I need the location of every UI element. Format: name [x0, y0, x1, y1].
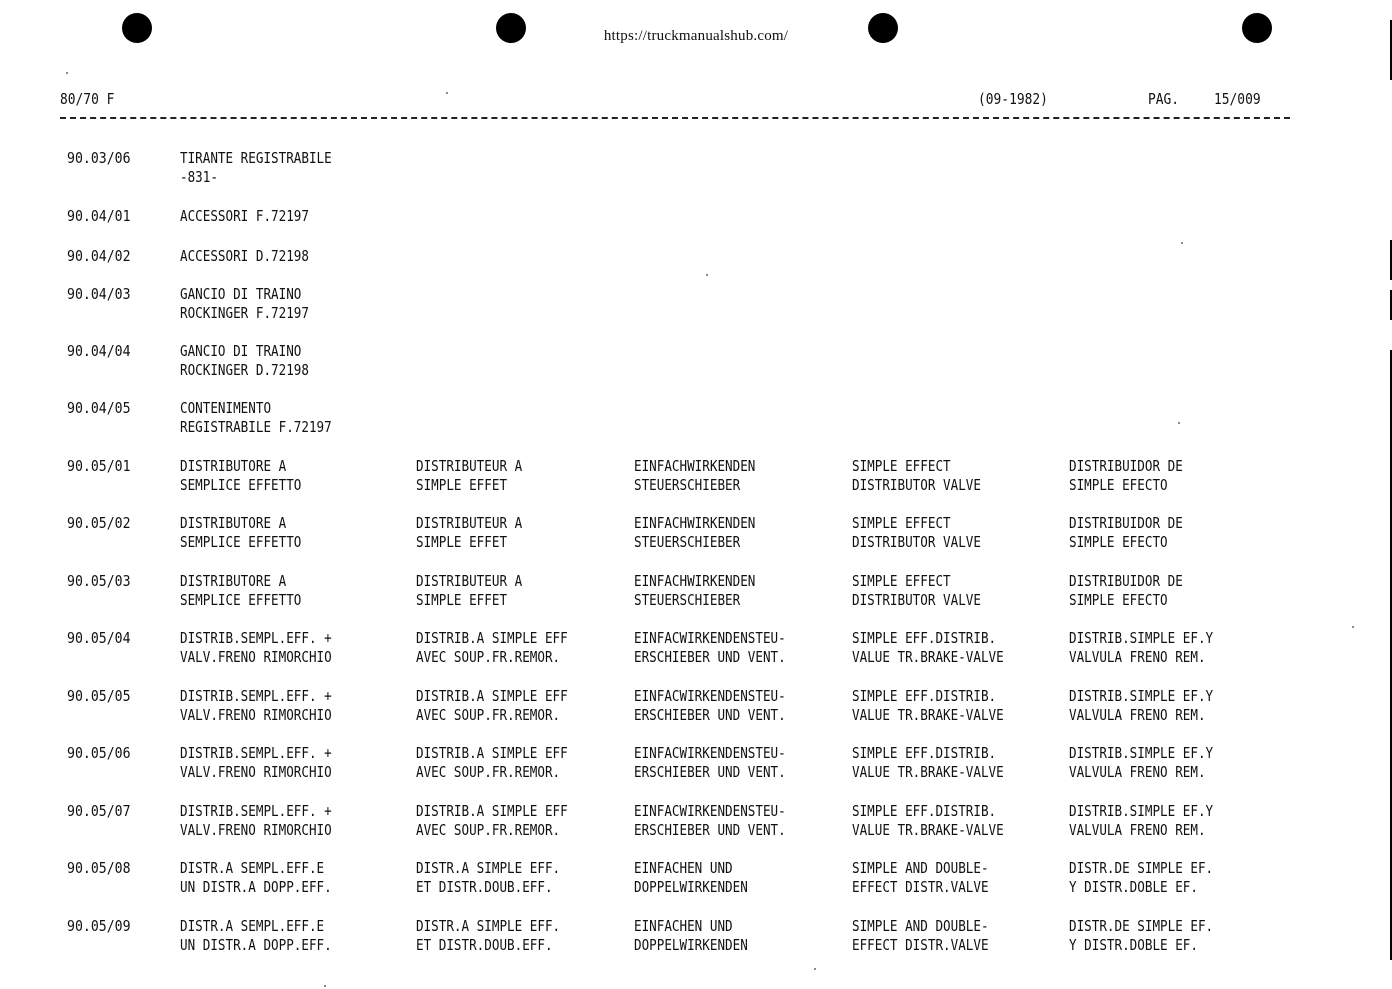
description-en: SIMPLE EFF.DISTRIB. VALUE TR.BRAKE-VALVE [852, 744, 1004, 781]
description-es: DISTRIB.SIMPLE EF.Y VALVULA FRENO REM. [1069, 744, 1214, 781]
description-es: DISTRIBUIDOR DE SIMPLE EFECTO [1069, 572, 1183, 609]
description-it: DISTRIBUTORE A SEMPLICE EFFETTO [180, 514, 302, 551]
description-en: SIMPLE EFF.DISTRIB. VALUE TR.BRAKE-VALVE [852, 802, 1004, 839]
header-divider [60, 117, 1290, 119]
description-en: SIMPLE EFFECT DISTRIBUTOR VALVE [852, 514, 981, 551]
group-code: 90.05/08 [67, 859, 131, 877]
group-code: 90.05/02 [67, 514, 131, 532]
description-de: EINFACHWIRKENDEN STEUERSCHIEBER [634, 514, 756, 551]
description-en: SIMPLE EFFECT DISTRIBUTOR VALVE [852, 572, 981, 609]
scan-speck [446, 92, 448, 94]
scan-speck [814, 968, 816, 970]
description-de: EINFACHEN UND DOPPELWIRKENDEN [634, 859, 748, 896]
group-code: 90.05/05 [67, 687, 131, 705]
description-it: DISTRIB.SEMPL.EFF. + VALV.FRENO RIMORCHIO [180, 687, 332, 724]
description-de: EINFACWIRKENDENSTEU- ERSCHIEBER UND VENT. [634, 802, 786, 839]
description-fr: DISTRIB.A SIMPLE EFF AVEC SOUP.FR.REMOR. [416, 744, 568, 781]
description-it: DISTR.A SEMPL.EFF.E UN DISTR.A DOPP.EFF. [180, 859, 332, 896]
group-code: 90.03/06 [67, 149, 131, 167]
group-code: 90.04/04 [67, 342, 131, 360]
description-de: EINFACHWIRKENDEN STEUERSCHIEBER [634, 457, 756, 494]
description-en: SIMPLE EFFECT DISTRIBUTOR VALVE [852, 457, 981, 494]
description-it: ACCESSORI F.72197 [180, 207, 309, 225]
group-code: 90.05/09 [67, 917, 131, 935]
description-en: SIMPLE AND DOUBLE- EFFECT DISTR.VALVE [852, 859, 989, 896]
group-code: 90.04/03 [67, 285, 131, 303]
description-es: DISTRIBUIDOR DE SIMPLE EFECTO [1069, 457, 1183, 494]
group-code: 90.05/07 [67, 802, 131, 820]
description-it: DISTRIBUTORE A SEMPLICE EFFETTO [180, 572, 302, 609]
description-es: DISTR.DE SIMPLE EF. Y DISTR.DOBLE EF. [1069, 859, 1214, 896]
issue-date: (09-1982) [978, 90, 1048, 108]
description-fr: DISTRIBUTEUR A SIMPLE EFFET [416, 572, 523, 609]
description-fr: DISTRIBUTEUR A SIMPLE EFFET [416, 457, 523, 494]
scan-speck [1181, 242, 1183, 244]
description-de: EINFACHWIRKENDEN STEUERSCHIEBER [634, 572, 756, 609]
group-code: 90.05/03 [67, 572, 131, 590]
group-code: 90.04/02 [67, 247, 131, 265]
description-it: GANCIO DI TRAINO ROCKINGER F.72197 [180, 285, 309, 322]
description-it: GANCIO DI TRAINO ROCKINGER D.72198 [180, 342, 309, 379]
description-it: DISTR.A SEMPL.EFF.E UN DISTR.A DOPP.EFF. [180, 917, 332, 954]
description-fr: DISTR.A SIMPLE EFF. ET DISTR.DOUB.EFF. [416, 859, 561, 896]
scan-speck [1352, 626, 1354, 628]
description-it: DISTRIB.SEMPL.EFF. + VALV.FRENO RIMORCHIO [180, 802, 332, 839]
description-fr: DISTR.A SIMPLE EFF. ET DISTR.DOUB.EFF. [416, 917, 561, 954]
description-en: SIMPLE AND DOUBLE- EFFECT DISTR.VALVE [852, 917, 989, 954]
scan-speck [706, 274, 708, 276]
description-it: DISTRIB.SEMPL.EFF. + VALV.FRENO RIMORCHIO [180, 744, 332, 781]
description-fr: DISTRIB.A SIMPLE EFF AVEC SOUP.FR.REMOR. [416, 629, 568, 666]
model-code: 80/70 F [60, 90, 115, 108]
description-es: DISTRIB.SIMPLE EF.Y VALVULA FRENO REM. [1069, 802, 1214, 839]
group-code: 90.05/04 [67, 629, 131, 647]
scan-speck [66, 72, 68, 74]
scan-speck [1178, 422, 1180, 424]
description-es: DISTRIBUIDOR DE SIMPLE EFECTO [1069, 514, 1183, 551]
group-code: 90.05/01 [67, 457, 131, 475]
group-code: 90.04/05 [67, 399, 131, 417]
description-en: SIMPLE EFF.DISTRIB. VALUE TR.BRAKE-VALVE [852, 687, 1004, 724]
description-it: DISTRIB.SEMPL.EFF. + VALV.FRENO RIMORCHIO [180, 629, 332, 666]
source-url[interactable]: https://truckmanualshub.com/ [603, 28, 789, 44]
description-es: DISTRIB.SIMPLE EF.Y VALVULA FRENO REM. [1069, 687, 1214, 724]
description-es: DISTR.DE SIMPLE EF. Y DISTR.DOBLE EF. [1069, 917, 1214, 954]
description-it: DISTRIBUTORE A SEMPLICE EFFETTO [180, 457, 302, 494]
description-it: CONTENIMENTO REGISTRABILE F.72197 [180, 399, 332, 436]
page-label: PAG. [1148, 90, 1180, 108]
scan-speck [324, 985, 326, 987]
description-fr: DISTRIBUTEUR A SIMPLE EFFET [416, 514, 523, 551]
description-it: TIRANTE REGISTRABILE -831- [180, 149, 332, 186]
description-fr: DISTRIB.A SIMPLE EFF AVEC SOUP.FR.REMOR. [416, 802, 568, 839]
description-en: SIMPLE EFF.DISTRIB. VALUE TR.BRAKE-VALVE [852, 629, 1004, 666]
description-de: EINFACWIRKENDENSTEU- ERSCHIEBER UND VENT. [634, 687, 786, 724]
description-it: ACCESSORI D.72198 [180, 247, 309, 265]
description-fr: DISTRIB.A SIMPLE EFF AVEC SOUP.FR.REMOR. [416, 687, 568, 724]
description-de: EINFACHEN UND DOPPELWIRKENDEN [634, 917, 748, 954]
group-code: 90.04/01 [67, 207, 131, 225]
group-code: 90.05/06 [67, 744, 131, 762]
description-es: DISTRIB.SIMPLE EF.Y VALVULA FRENO REM. [1069, 629, 1214, 666]
description-de: EINFACWIRKENDENSTEU- ERSCHIEBER UND VENT. [634, 629, 786, 666]
page-number: 15/009 [1214, 90, 1261, 108]
description-de: EINFACWIRKENDENSTEU- ERSCHIEBER UND VENT. [634, 744, 786, 781]
